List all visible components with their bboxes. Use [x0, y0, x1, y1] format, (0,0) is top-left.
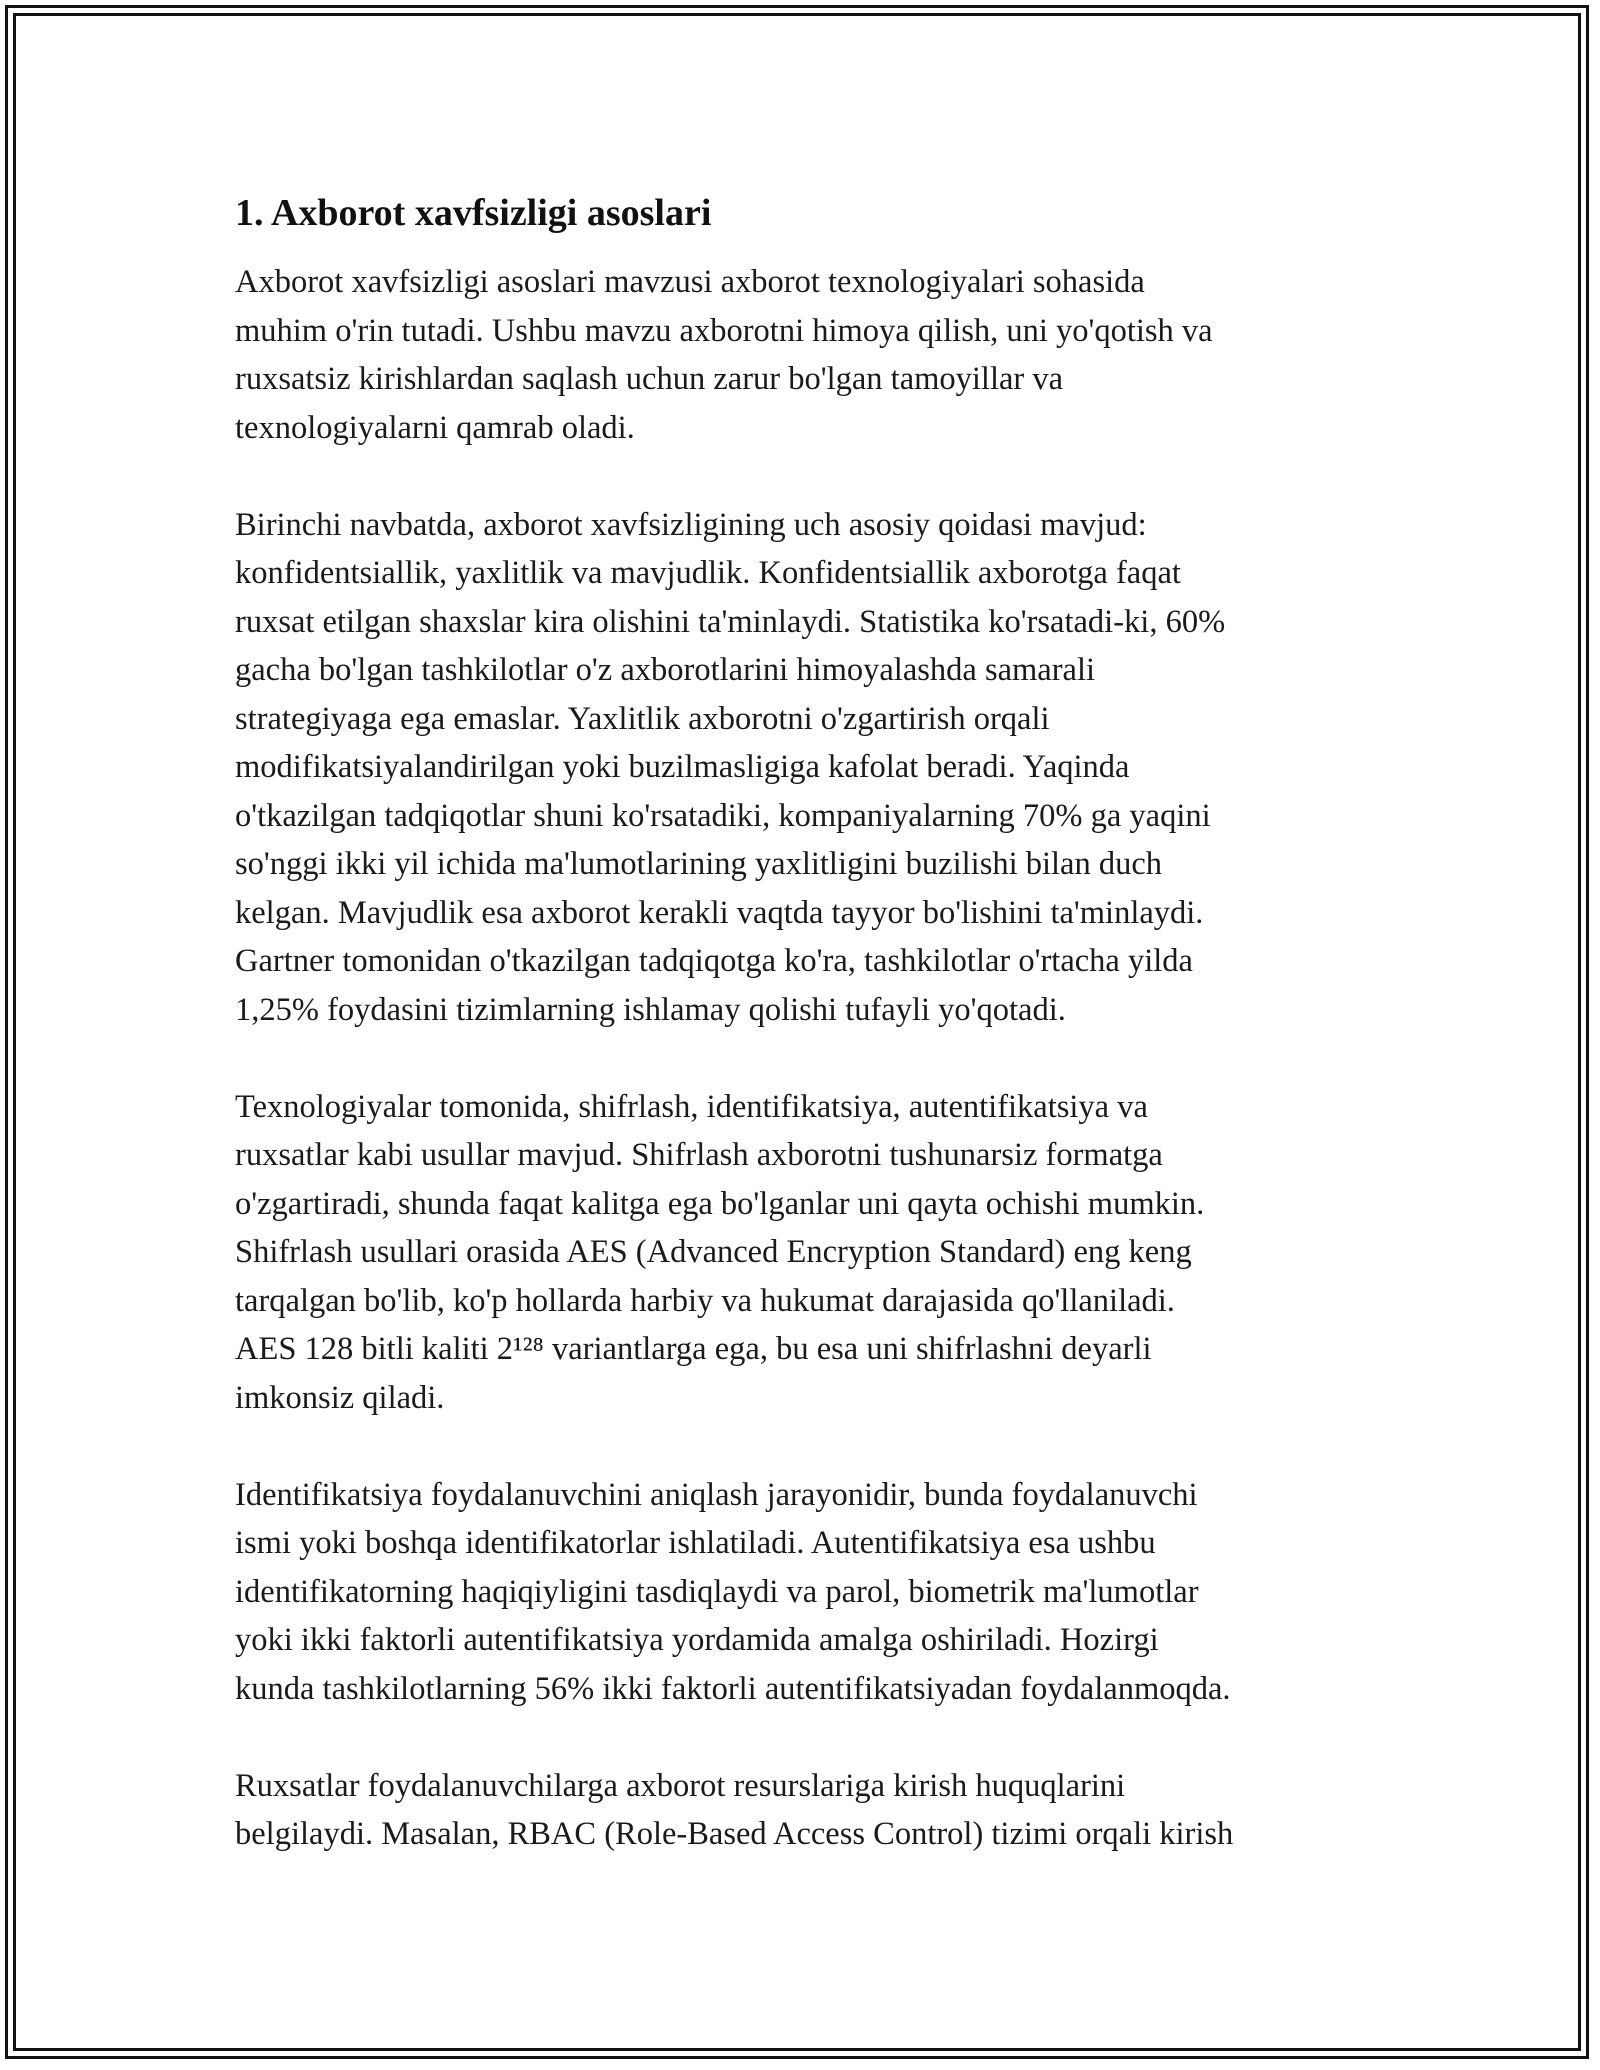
paragraph-permissions: Ruxsatlar foydalanuvchilarga axborot resurslariga kirish huquqlarini belgilaydi. Masalan, RBAC (Role-Based Access Control) tizimi orqali kirish	[235, 1767, 1234, 1852]
paragraph-technologies: Texnologiyalar tomonida, shifrlash, identifikatsiya, autentifikatsiya va ruxsatlar kabi usullar mavjud. Shifrlash axborotni tushunarsiz formatga o'zgartiradi, shunda faqat kalitga ega bo'lganlar uni qayta ochishi mumkin. Shifrlash usullari orasida AES (Advanced Encryption Standard) eng keng tarqalgan bo'lib, ko'p hollarda harbiy va hukumat darajasida qo'llaniladi. AES 128 bitli kaliti 2¹²⁸ variantlarga ega, bu esa uni shifrlashni deyarli imkonsiz qiladi.	[235, 1088, 1205, 1416]
paragraph-principles: Birinchi navbatda, axborot xavfsizligining uch asosiy qoidasi mavjud: konfidentsiallik, yaxlitlik va mavjudlik. Konfidentsiallik axborotga faqat ruxsat etilgan shaxslar kira olishini ta'minlaydi. Statistika ko'rsatadi-ki, 60% gacha bo'lgan tashkilotlar o'z axborotlarini himoyalashda samarali strategiyaga ega emaslar. Yaxlitlik axborotni o'zgartirish orqali modifikatsiyalandirilgan yoki buzilmasligiga kafolat beradi. Yaqinda o'tkazilgan tadqiqotlar shuni ko'rsatadiki, kompaniyalarning 70% ga yaqini so'nggi ikki yil ichida ma'lumotlarining yaxlitligini buzilishi bilan duch kelgan. Mavjudlik esa axborot kerakli vaqtda tayyor bo'lishini ta'minlaydi. Gartner tomonidan o'tkazilgan tadqiqotga ko'ra, tashkilotlar o'rtacha yilda 1,25% foydasini tizimlarning ishlamay qolishi tufayli yo'qotadi.	[235, 506, 1226, 1028]
section-heading: 1. Axborot xavfsizligi asoslari	[235, 192, 712, 234]
paragraph-intro: Axborot xavfsizligi asoslari mavzusi axborot texnologiyalari sohasida muhim o'rin tutadi. Ushbu mavzu axborotni himoya qilish, uni yo'qotish va ruxsatsiz kirishlardan saqlash uchun zarur bo'lgan tamoyillar va texnologiyalarni qamrab oladi.	[235, 264, 1213, 446]
paragraph-identification: Identifikatsiya foydalanuvchini aniqlash jarayonidir, bunda foydalanuvchi ismi yoki boshqa identifikatorlar ishlatiladi. Autentifikatsiya esa ushbu identifikatorning haqiqiyligini tasdiqlaydi va parol, biometrik ma'lumotlar yoki ikki faktorli autentifikatsiya yordamida amalga oshiriladi. Hozirgi kunda tashkilotlarning 56% ikki faktorli autentifikatsiyadan foydalanmoqda.	[235, 1476, 1231, 1707]
document-body	[235, 186, 1375, 1907]
